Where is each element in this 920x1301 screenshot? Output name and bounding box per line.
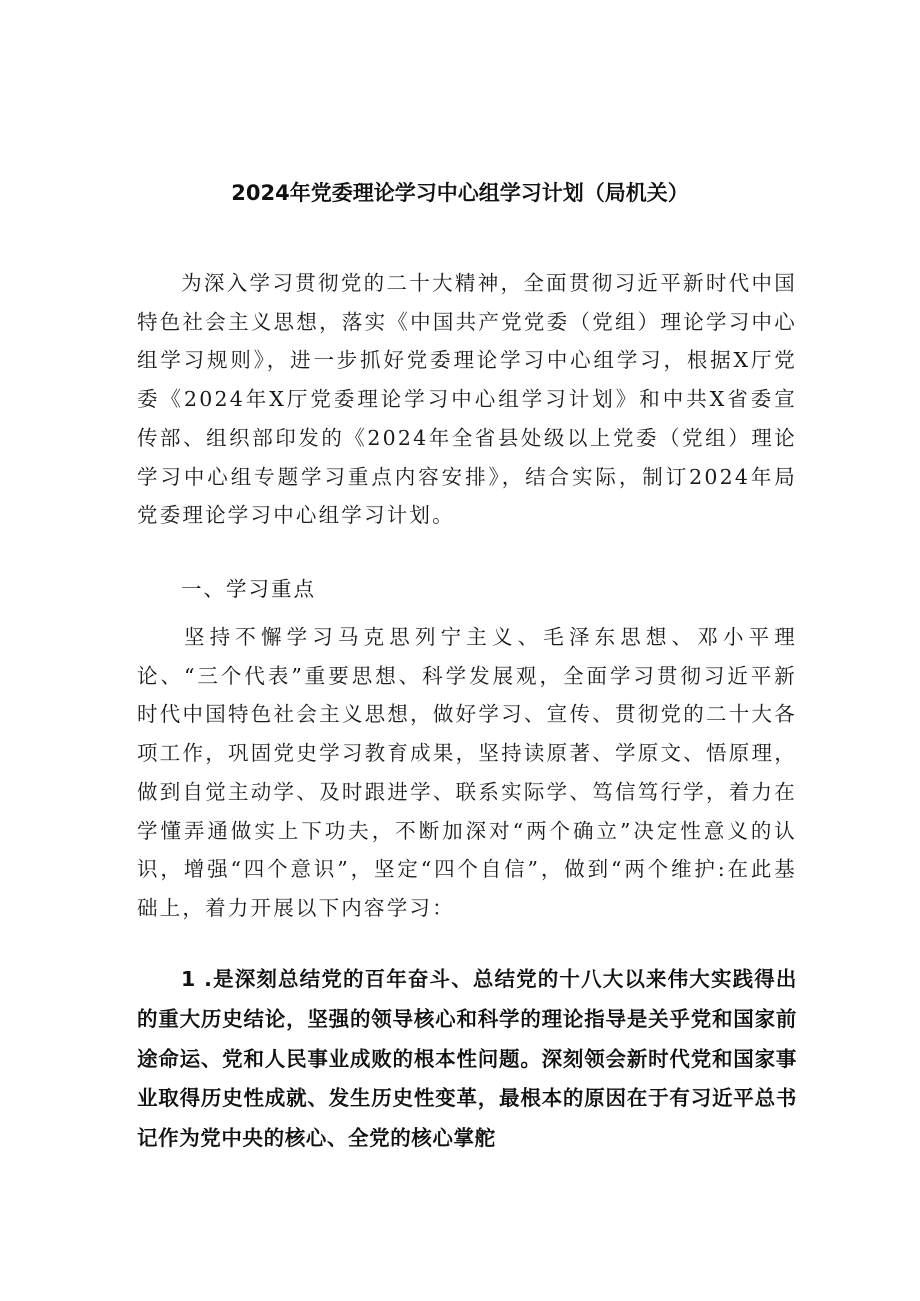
- intro-text: 为深入学习贯彻党的二十大精神，全面贯彻习近平新时代中国特色社会主义思想，落实《中国共产党党委（党组）理论学习中心组学习规则》，进一步抓好党委理论学习中心组学习，根据X厅党委《2024年X厅党委理论学习中心组学习计划》和中共X省委宣传部、组织部印发的《2024年全省县处级以上党委（党组）理论学习中心组专题学习重点内容安排》，结合实际，制订2024年局党委理论学习中心组学习计划。: [137, 271, 797, 528]
- section-heading: 一、学习重点: [181, 577, 316, 601]
- focus-paragraph: [137, 618, 797, 928]
- list-item-text: 1 .是深刻总结党的百年奋斗、总结党的十八大以来伟大实践得出的重大历史结论，坚强的领导核心和科学的理论指导是关乎党和国家前途命运、党和人民事业成败的根本性问题。深刻领会新时代党和国家事业取得历史性成就、发生历史性变革，最根本的原因在于有习近平总书记作为党中央的核心、全党的核心掌舵: [137, 967, 797, 1151]
- document-title: 2024年党委理论学习中心组学习计划（局机关）: [231, 181, 689, 205]
- intro-paragraph: [137, 264, 797, 535]
- list-item-1: [137, 960, 797, 1159]
- focus-text: 坚持不懈学习马克思列宁主义、毛泽东思想、邓小平理论、“三个代表”重要思想、科学发展观，全面学习贯彻习近平新时代中国特色社会主义思想，做好学习、宣传、贯彻党的二十大各项工作，巩固党史学习教育成果，坚持读原著、学原文、悟原理，做到自觉主动学、及时跟进学、联系实际学、笃信笃行学，着力在学懂弄通做实上下功夫，不断加深对“两个确立”决定性意义的认识，增强“四个意识”，坚定“四个自信”，做到“两个维护:在此基础上，着力开展以下内容学习：: [137, 625, 797, 920]
